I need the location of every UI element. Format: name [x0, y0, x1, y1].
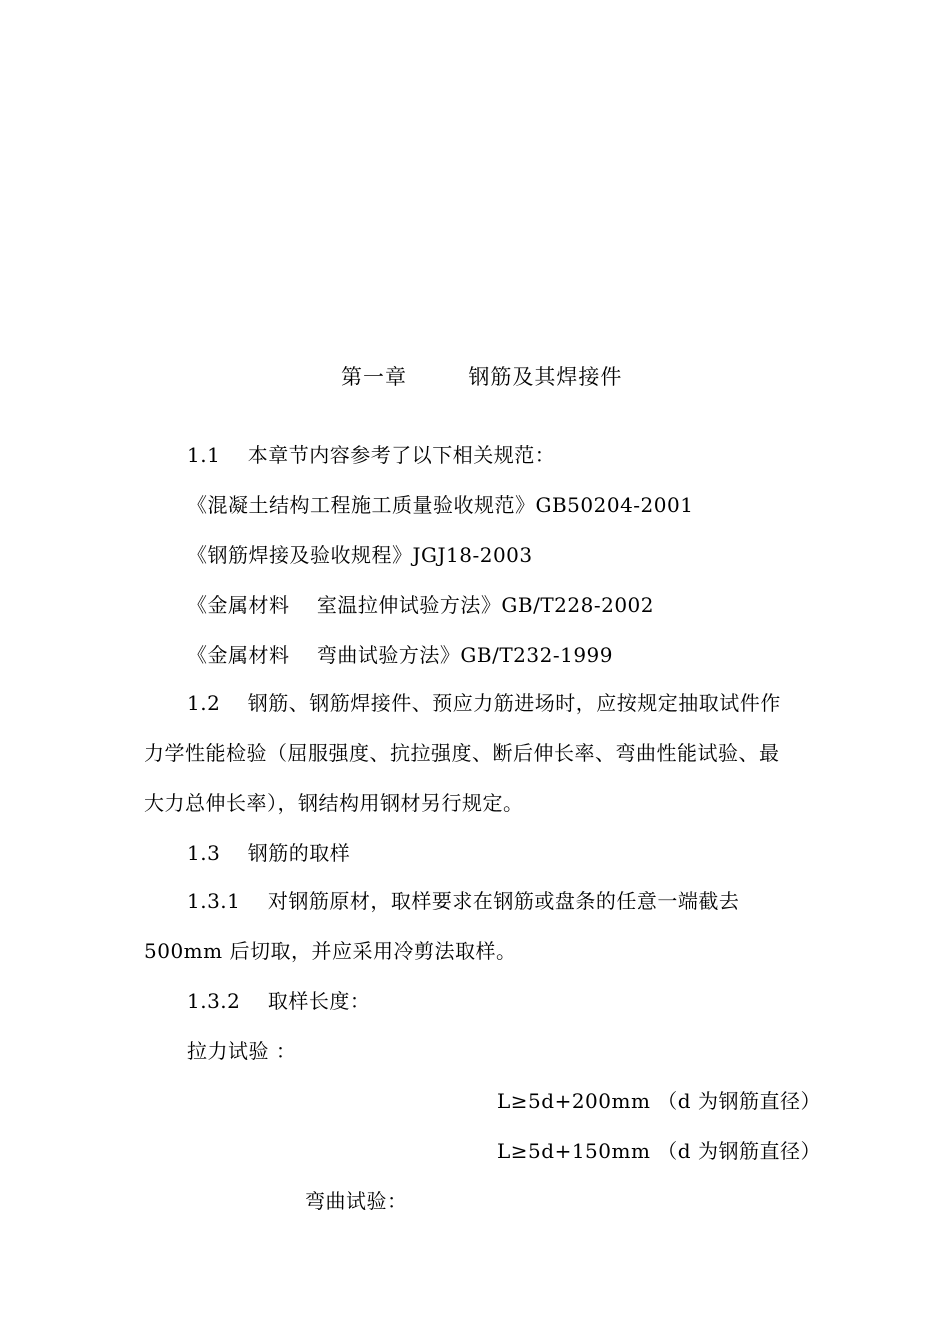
tensile-test-label: 拉力试验 ： — [187, 1039, 297, 1063]
section-1-3-1-line-2: 500mm 后切取，并应采用冷剪法取样。 — [144, 939, 517, 963]
section-1-3: 1.3 钢筋的取样 — [187, 841, 351, 865]
bend-test-label: 弯曲试验： — [305, 1189, 408, 1213]
chapter-title: 第一章 钢筋及其焊接件 — [341, 365, 623, 389]
formula-2: L≥5d+150mm （d 为钢筋直径） — [497, 1139, 821, 1163]
section-1-1: 1.1 本章节内容参考了以下相关规范： — [187, 443, 556, 467]
reference-4: 《金属材料 弯曲试验方法》GB/T232-1999 — [187, 643, 614, 667]
section-1-3-2: 1.3.2 取样长度： — [187, 989, 371, 1013]
section-1-3-1-line-1: 1.3.1 对钢筋原材，取样要求在钢筋或盘条的任意一端截去 — [187, 889, 740, 913]
section-1-2-line-2: 力学性能检验（屈服强度、抗拉强度、断后伸长率、弯曲性能试验、最 — [144, 741, 780, 765]
section-1-2-line-1: 1.2 钢筋、钢筋焊接件、预应力筋进场时，应按规定抽取试件作 — [187, 691, 781, 715]
reference-3: 《金属材料 室温拉伸试验方法》GB/T228-2002 — [187, 593, 655, 617]
formula-1: L≥5d+200mm （d 为钢筋直径） — [497, 1089, 821, 1113]
reference-2: 《钢筋焊接及验收规程》JGJ18-2003 — [187, 543, 533, 567]
section-1-2-line-3: 大力总伸长率），钢结构用钢材另行规定。 — [144, 791, 524, 815]
reference-1: 《混凝土结构工程施工质量验收规范》GB50204-2001 — [187, 493, 694, 517]
